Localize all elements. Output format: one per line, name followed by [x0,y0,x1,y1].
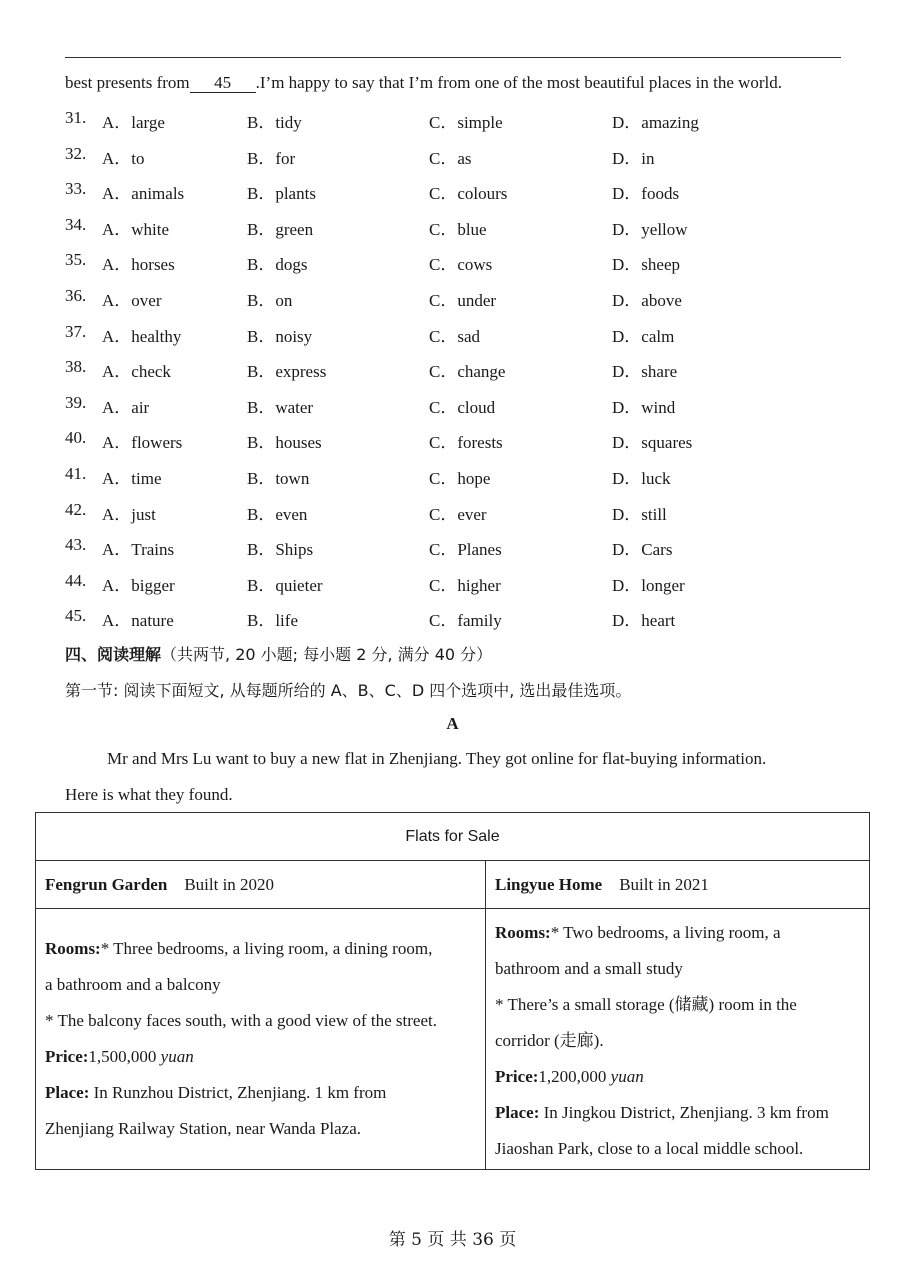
question-number: 36. [65,286,87,305]
option-b: B．green [247,219,314,239]
option-a: A．horses [102,255,175,275]
question-row [65,357,845,381]
question-number: 34. [65,214,87,234]
option-d: D．wind [612,397,676,417]
intro-line-2: Here is what they found. [65,785,233,804]
left-rooms-line1: * Three bedrooms, a living room, a dining room, [100,939,433,958]
question-number: 43. [65,535,87,555]
option-c: C．cloud [429,397,496,417]
option-d: D．still [612,504,667,524]
option-b: B．even [247,504,308,524]
option-a: A．nature [102,611,174,631]
passage-label: A [446,714,459,733]
right-place-line2: Jiaoshan Park, close to a local middle school. [495,1139,804,1158]
section-title: 四、阅读理解 [65,645,162,664]
option-c: C．blue [429,219,487,239]
option-b: B．life [247,611,298,631]
left-flat-name: Fengrun Garden [45,874,168,894]
option-c: C．ever [429,504,487,524]
option-a: A．white [102,219,170,239]
question-number: 31. [65,108,87,127]
right-built: Built in 2021 [619,874,709,894]
option-c: C．cows [429,255,493,275]
right-place-line1: In Jingkou District, Zhenjiang. 3 km from [543,1103,829,1122]
option-a: A．air [102,397,150,417]
left-header [36,861,486,909]
section-instruction: 第一节: 阅读下面短文, 从每题所给的 A、B、C、D 四个选项中, 选出最佳选项。 [65,681,632,700]
right-flat-name: Lingyue Home [495,874,603,894]
option-d: D．amazing [612,113,699,132]
option-d: D．foods [612,184,680,204]
option-a: A．Trains [102,540,175,560]
right-rooms-line2: bathroom and a small study [495,959,683,978]
question-row [65,606,845,630]
option-d: D．above [612,291,682,310]
option-d: D．calm [612,326,675,346]
left-built: Built in 2020 [184,874,275,894]
option-b: B．quieter [247,575,323,595]
blank-45: 45 [190,74,256,93]
question-row [65,535,845,559]
left-details [36,909,486,1170]
section-note: （共两节, 20 小题; 每小题 2 分, 满分 40 分） [161,645,493,664]
question-number: 33. [65,179,87,199]
option-d: D．Cars [612,540,673,560]
right-price-label: Price: [495,1067,539,1086]
option-c: C．higher [429,575,501,595]
left-note: * The balcony faces south, with a good view of the street. [45,1011,437,1030]
top-rule [65,57,841,58]
right-header [486,861,870,909]
continuation-line [65,73,782,93]
option-b: B．on [247,291,293,310]
left-price-label: Price: [45,1047,89,1066]
option-a: A．just [102,504,156,524]
question-row [65,179,845,203]
option-c: C．sad [429,326,480,346]
question-row [65,250,845,274]
left-rooms-line2: a bathroom and a balcony [45,975,221,994]
option-d: D．squares [612,433,693,453]
option-c: C．hope [429,469,491,488]
page-footer: 第 5 页 共 36 页 [388,1230,517,1250]
option-b: B．express [247,362,327,382]
right-note-line2: corridor (走廊). [495,1031,604,1050]
option-a: A．to [102,148,145,168]
left-rooms-label: Rooms: [45,939,101,958]
option-c: C．colours [429,184,508,204]
question-number: 37. [65,321,87,341]
option-a: A．animals [102,184,185,204]
option-d: D．sheep [612,255,680,275]
option-b: B．houses [247,433,322,453]
option-a: A．time [102,469,162,488]
option-d: D．share [612,362,678,382]
question-row [65,428,845,452]
option-c: C．forests [429,433,503,453]
question-number: 44. [65,570,87,590]
right-rooms-label: Rooms: [495,923,551,942]
question-number: 45. [65,606,87,626]
option-b: B．town [247,469,310,488]
question-row [65,500,845,524]
question-row [65,571,845,595]
question-row [65,215,845,239]
question-number: 42. [65,499,87,519]
option-d: D．longer [612,575,685,595]
right-place-label: Place: [495,1103,540,1122]
question-row [65,144,845,168]
question-number: 41. [65,464,87,483]
intro-line-1: Mr and Mrs Lu want to buy a new flat in Zhenjiang. They got online for flat-buying information. [107,749,767,768]
option-c: C．family [429,611,502,631]
option-b: B．dogs [247,255,308,275]
right-price-value: 1,200,000 [538,1067,607,1086]
right-price-unit: yuan [610,1067,644,1086]
option-a: A．check [102,362,171,382]
question-row [65,393,845,417]
right-rooms-line1: * Two bedrooms, a living room, a [550,923,781,942]
option-c: C．under [429,291,497,310]
option-d: D．luck [612,469,671,488]
option-b: B．for [247,148,296,168]
question-number: 39. [65,392,87,412]
question-number: 35. [65,250,87,270]
left-place-label: Place: [45,1083,90,1102]
option-b: B．water [247,397,314,417]
section-heading [65,642,492,665]
flats-table [35,812,870,1170]
option-c: C．change [429,362,506,382]
option-a: A．over [102,291,162,310]
left-place-line2: Zhenjiang Railway Station, near Wanda Plaza. [45,1119,362,1138]
option-c: C．as [429,148,472,168]
right-details [486,909,870,1170]
option-b: B．Ships [247,540,314,560]
question-number: 38. [65,357,87,377]
table-title: Flats for Sale [36,813,870,861]
right-note-line1: * There’s a small storage (储藏) room in the [495,995,797,1014]
option-a: A．large [102,113,165,132]
option-c: C．simple [429,113,503,132]
option-b: B．tidy [247,113,302,132]
option-b: B．plants [247,184,316,204]
question-row [65,286,845,310]
left-place-line1: In Runzhou District, Zhenjiang. 1 km from [93,1083,387,1102]
option-a: A．bigger [102,575,175,595]
line-end: .I’m happy to say that I’m from one of the most beautiful places in the world. [255,73,783,92]
option-d: D．heart [612,611,676,631]
option-c: C．Planes [429,540,502,560]
question-row [65,322,845,346]
left-price-unit: yuan [160,1047,194,1066]
option-d: D．yellow [612,219,688,239]
question-number: 40. [65,428,87,448]
option-a: A．flowers [102,433,183,453]
line-start: best presents from [65,73,190,92]
question-number: 32. [65,143,87,163]
option-d: D．in [612,148,655,168]
question-row [65,464,845,488]
option-a: A．healthy [102,326,182,346]
option-b: B．noisy [247,326,313,346]
question-row [65,108,845,132]
left-price-value: 1,500,000 [88,1047,157,1066]
